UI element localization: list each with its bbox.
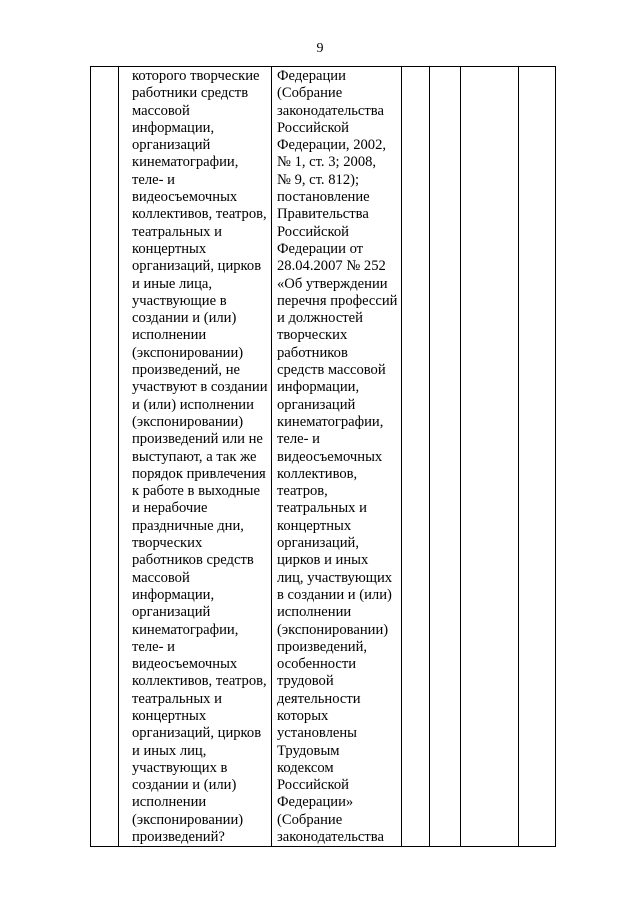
reference-line: (Собрание	[277, 811, 343, 828]
question-line: исполнении	[132, 794, 207, 811]
reference-line: Федерации от	[277, 240, 364, 257]
question-line: участвующих в	[132, 759, 228, 776]
reference-line: коллективов,	[277, 465, 358, 482]
question-line: видеосъемочных	[132, 189, 238, 206]
table-row	[91, 67, 556, 847]
reference-line: Российской	[277, 119, 349, 136]
reference-line: трудовой	[277, 673, 334, 690]
answer-no-cell	[430, 67, 461, 847]
question-line: произведений, не	[132, 362, 240, 379]
question-line: организаций, цирков	[132, 258, 262, 275]
reference-line: (экспонировании)	[277, 621, 389, 638]
question-line: выступают, а так же	[132, 448, 257, 465]
question-line: и (или) исполнении	[132, 396, 254, 413]
reference-line: Федерации, 2002,	[277, 137, 387, 154]
reference-line: Российской	[277, 223, 349, 240]
reference-line: теле- и	[277, 431, 320, 448]
question-line: концертных	[132, 707, 207, 724]
reference-line: информации,	[277, 379, 360, 396]
reference-cell	[272, 67, 402, 847]
question-line: порядок привлечения	[132, 465, 266, 482]
reference-line: организаций,	[277, 535, 359, 552]
question-cell	[119, 67, 272, 847]
reference-line: деятельности	[277, 690, 361, 707]
reference-line: исполнении	[277, 604, 352, 621]
reference-line: цирков и иных	[277, 552, 369, 569]
reference-line: перечня профессий	[277, 292, 398, 309]
question-line: создании и (или)	[132, 777, 237, 794]
question-line: (экспонировании)	[132, 344, 244, 361]
question-line: концертных	[132, 240, 207, 257]
reference-line: лиц, участвующих	[277, 569, 393, 586]
reference-line: театров,	[277, 483, 328, 500]
page-number: 9	[316, 41, 324, 56]
reference-line: Федерации»	[277, 794, 354, 811]
question-line: теле- и	[132, 171, 175, 188]
reference-line: концертных	[277, 517, 352, 534]
question-line: и иных лиц,	[132, 742, 207, 759]
question-line: театральных и	[132, 690, 222, 707]
reference-line: средств массовой	[277, 362, 386, 379]
reference-line: и должностей	[277, 310, 363, 327]
reference-line: кодексом	[277, 759, 334, 776]
question-line: (экспонировании)	[132, 413, 244, 430]
reference-line: Трудовым	[277, 742, 340, 759]
question-line: (экспонировании)	[132, 811, 244, 828]
question-line: кинематографии,	[132, 154, 239, 171]
note-cell	[519, 67, 556, 847]
question-line: информации,	[132, 119, 215, 136]
question-text	[119, 67, 271, 846]
question-line: театральных и	[132, 223, 222, 240]
question-line: видеосъемочных	[132, 656, 238, 673]
reference-line: (Собрание	[277, 85, 343, 102]
reference-line: «Об утверждении	[277, 275, 388, 292]
question-line: создании и (или)	[132, 310, 237, 327]
reference-text	[272, 67, 401, 846]
question-line: массовой	[132, 569, 190, 586]
question-line: работников средств	[132, 552, 254, 569]
reference-line: установлены	[277, 725, 357, 742]
reference-line: произведений,	[277, 638, 368, 655]
question-line: коллективов, театров,	[132, 206, 267, 223]
reference-line: Российской	[277, 777, 349, 794]
reference-line: в создании и (или)	[277, 586, 392, 603]
question-line: организаций, цирков	[132, 725, 262, 742]
question-line: организаций	[132, 604, 211, 621]
reference-line: организаций	[277, 396, 356, 413]
question-line: произведений?	[132, 829, 225, 846]
reference-line: законодательства	[277, 102, 384, 119]
reference-line: № 9, ст. 812);	[277, 171, 360, 188]
reference-line: особенности	[277, 656, 357, 673]
question-line: работники средств	[132, 85, 249, 102]
question-line: участвующие в	[132, 292, 227, 309]
checklist-table	[90, 66, 556, 847]
reference-line: Федерации	[277, 68, 346, 84]
answer-yes-cell	[402, 67, 430, 847]
reference-line: видеосъемочных	[277, 448, 383, 465]
answer-na-cell	[461, 67, 519, 847]
question-line: кинематографии,	[132, 621, 239, 638]
question-line: массовой	[132, 102, 190, 119]
reference-line: которых	[277, 707, 329, 724]
question-line: исполнении	[132, 327, 207, 344]
question-line: и иные лица,	[132, 275, 213, 292]
question-line: коллективов, театров,	[132, 673, 267, 690]
reference-line: творческих	[277, 327, 348, 344]
reference-line: законодательства	[277, 829, 384, 846]
reference-line: Правительства	[277, 206, 369, 223]
reference-line: 28.04.2007 № 252	[277, 258, 386, 275]
question-line: к работе в выходные	[132, 483, 260, 500]
question-line: которого творческие	[132, 68, 260, 84]
reference-line: работников	[277, 344, 348, 361]
reference-line: постановление	[277, 189, 370, 206]
reference-line: театральных и	[277, 500, 367, 517]
reference-line: № 1, ст. 3; 2008,	[277, 154, 377, 171]
question-line: теле- и	[132, 638, 175, 655]
question-line: участвуют в создании	[132, 379, 268, 396]
number-cell	[91, 67, 119, 847]
question-line: организаций	[132, 137, 211, 154]
question-line: творческих	[132, 535, 203, 552]
question-line: и нерабочие	[132, 500, 208, 517]
reference-line: кинематографии,	[277, 413, 384, 430]
question-line: праздничные дни,	[132, 517, 244, 534]
question-line: информации,	[132, 586, 215, 603]
question-line: произведений или не	[132, 431, 263, 448]
